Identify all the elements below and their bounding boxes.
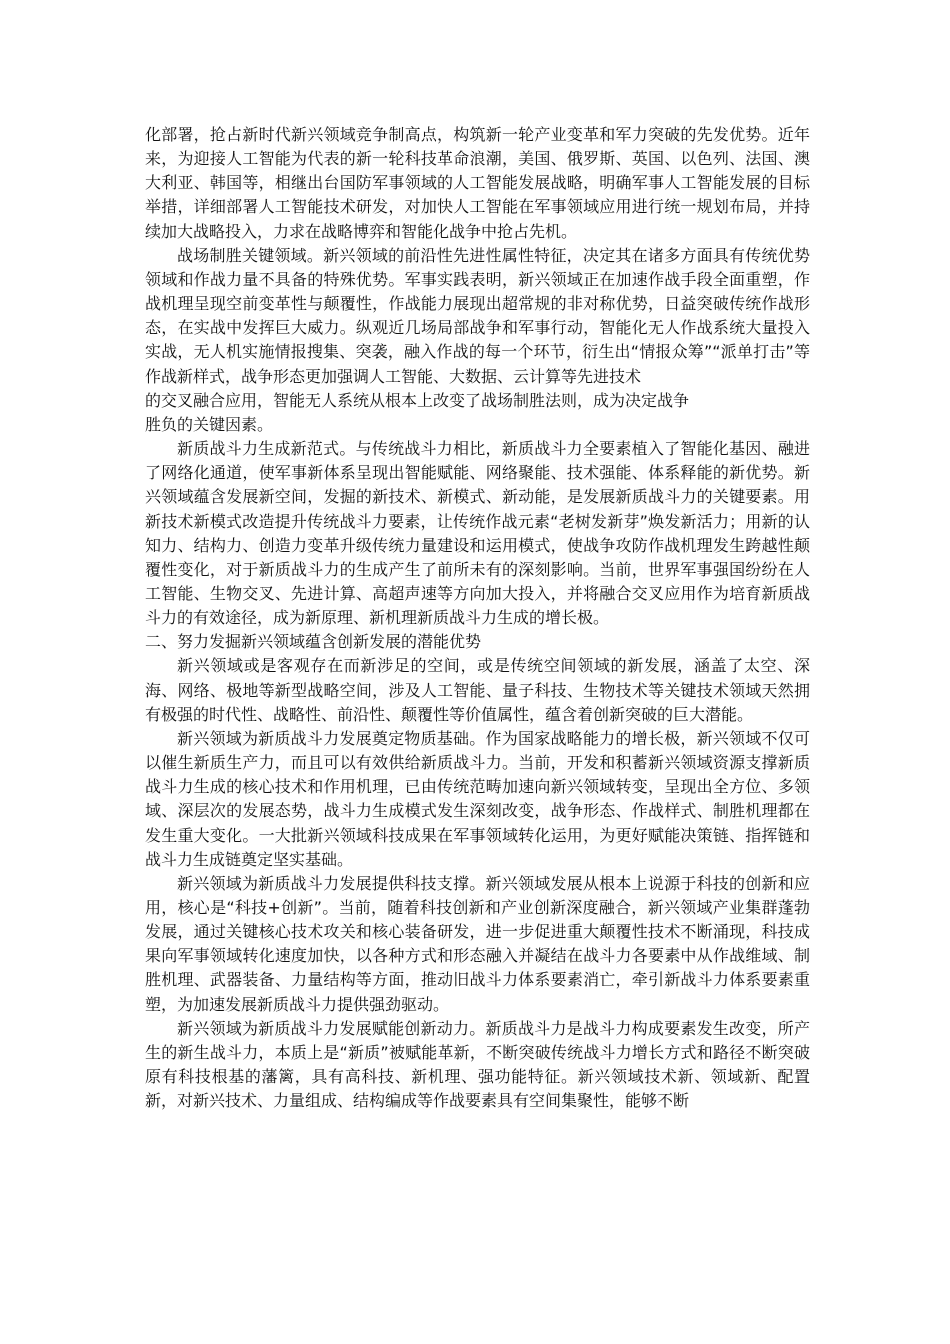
paragraph-tech-support: 新兴领域为新质战斗力发展提供科技支撑。新兴领域发展从根本上说源于科技的创新和应用，核心是“科技+创新”。当前，随着科技创新和产业创新深度融合，新兴领域产业集群蓬勃发展，通过关键核心技术攻关和核心装备研发，进一步促进重大颠覆性技术不断涌现，科技成果向军事领域转化速度加快，以各种方式和形态融入并凝结在战斗力各要素中从作战维域、制胜机理、武器装备、力量结构等方面，推动旧战斗力体系要素消亡，牵引新战斗力体系要素重塑，为加速发展新质战斗力提供强劲驱动。: [145, 873, 810, 1014]
document-body: [145, 123, 810, 1113]
paragraph-emerging-domains: 新兴领域或是客观存在而新涉足的空间，或是传统空间领域的新发展，涵盖了太空、深海、网络、极地等新型战略空间，涉及人工智能、量子科技、生物技术等关键技术领域天然拥有极强的时代性、战略性、前沿性、颠覆性等价值属性，蕴含着创新突破的巨大潜能。: [145, 656, 810, 724]
paragraph-material-foundation: 新兴领域为新质战斗力发展奠定物质基础。作为国家战略能力的增长极，新兴领域不仅可以催生新质生产力，而且可以有效供给新质战斗力。当前，开发和积蓄新兴领域资源支撑新质战斗力生成的核心技术和作用机理，已由传统范畴加速向新兴领域转变，呈现出全方位、多领域、深层次的发展态势，战斗力生成模式发生深刻改变，战争形态、作战样式、制胜机理都在发生重大变化。一大批新兴领域科技成果在军事领域转化运用，为更好赋能决策链、指挥链和战斗力生成链奠定坚实基础。: [145, 728, 810, 869]
paragraph-battlefield-victory: 战场制胜关键领域。新兴领域的前沿性先进性属性特征，决定其在诸多方面具有传统优势领域和作战力量不具备的特殊优势。军事实践表明，新兴领域正在加速作战手段全面重塑，作战机理呈现空前变革性与颠覆性，作战能力展现出超常规的非对称优势，日益突破传统作战形态，在实战中发挥巨大威力。纵观近几场局部战争和军事行动，智能化无人作战系统大量投入实战，无人机实施情报搜集、突袭，融入作战的每一个环节，衍生出“情报众筹”“派单打击”等作战新样式，战争形态更加强调人工智能、大数据、云计算等先进技术: [145, 245, 810, 386]
text-line: 胜负的关键因素。: [145, 414, 274, 434]
paragraph-new-combat-paradigm: 新质战斗力生成新范式。与传统战斗力相比，新质战斗力全要素植入了智能化基因、融进了网络化通道，使军事新体系呈现出智能赋能、网络聚能、技术强能、体系释能的新优势。新兴领域蕴含发展新空间，发掘的新技术、新模式、新动能，是发展新质战斗力的关键要素。用新技术新模式改造提升传统战斗力要素，让传统作战元素“老树发新芽”焕发新活力；用新的认知力、结构力、创造力变革升级传统力量建设和运用模式，使战争攻防作战机理发生跨越性颠覆性变化，对于新质战斗力的生成产生了前所未有的深刻影响。当前，世界军事强国纷纷在人工智能、生物交叉、先进计算、高超声速等方向加大投入，并将融合交叉应用作为培育新质战斗力的有效途径，成为新原理、新机理新质战斗力生成的增长极。: [145, 439, 810, 628]
section-heading: 二、努力发掘新兴领域蕴含创新发展的潜能优势: [145, 632, 482, 652]
paragraph-battlefield-victory-continued: [145, 389, 810, 437]
paragraph-strategy-deployment: 化部署，抢占新时代新兴领域竞争制高点，构筑新一轮产业变革和军力突破的先发优势。近年来，为迎接人工智能为代表的新一轮科技革命浪潮，美国、俄罗斯、英国、以色列、法国、澳大利亚、韩国等，相继出台国防军事领域的人工智能发展战略，明确军事人工智能发展的目标举措，详细部署人工智能技术研发，对加快人工智能在军事领域应用进行统一规划布局，并持续加大战略投入，力求在战略博弈和智能化战争中抢占先机。: [145, 125, 810, 241]
paragraph-innovation-drive: 新兴领域为新质战斗力发展赋能创新动力。新质战斗力是战斗力构成要素发生改变，所产生的新生战斗力，本质上是“新质”被赋能革新，不断突破传统战斗力增长方式和路径不断突破原有科技根基的藩篱，具有高科技、新机理、强功能特征。新兴领域技术新、领域新、配置新，对新兴技术、力量组成、结构编成等作战要素具有空间集聚性，能够不断: [145, 1018, 810, 1111]
text-line: 的交叉融合应用，智能无人系统从根本上改变了战场制胜法则，成为决定战争: [145, 390, 690, 410]
